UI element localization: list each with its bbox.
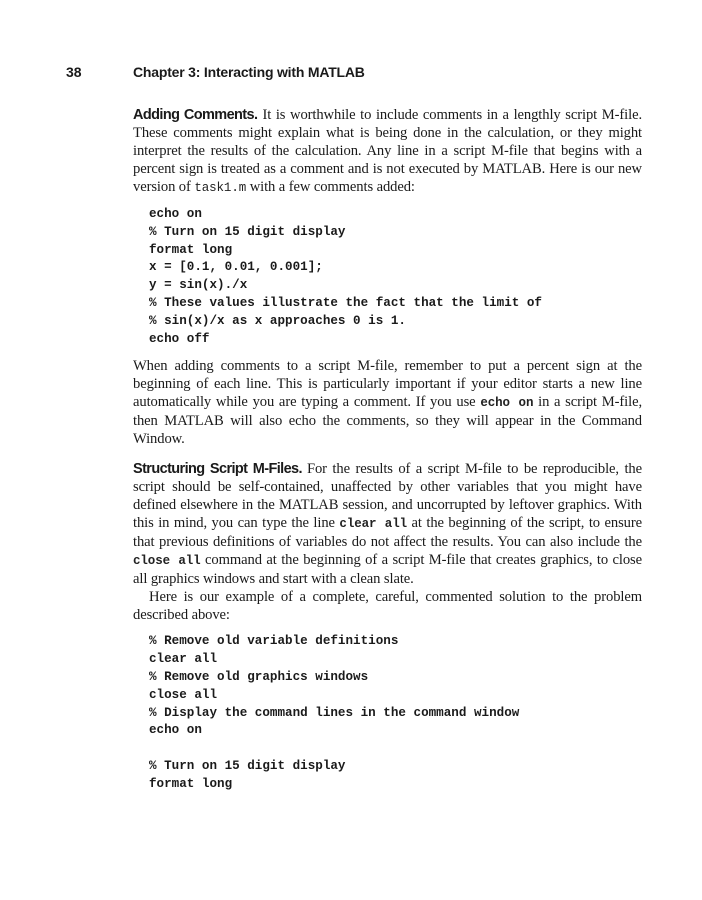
code-block-task1: [149, 206, 642, 348]
paragraph-text: For the results of a script M-file to be reproducible, the script should be self-contained, unaffected by other variables that you might have defined elsewhere in the MATLAB session, and uncorrupted by leftover graphics. With this in mind, you can type the line: [133, 461, 642, 532]
code-line: x = [0.1, 0.01, 0.001];: [149, 260, 323, 275]
inline-code-echo-on: echo on: [480, 396, 534, 411]
inline-code-close-all: close all: [133, 554, 201, 569]
code-line: % Remove old variable definitions: [149, 634, 399, 649]
code-line: echo off: [149, 331, 210, 346]
code-line: % sin(x)/x as x approaches 0 is 1.: [149, 313, 406, 328]
code-line: format long: [149, 776, 233, 791]
page-body: [133, 106, 642, 803]
example-intro-paragraph: Here is our example of a complete, careful, commented solution to the problem described above:: [133, 589, 642, 624]
structuring-paragraph: [133, 460, 642, 588]
paragraph-text: at the beginning of the script, to ensure that previous definitions of variables do not affect the results. You can also include the: [133, 515, 642, 551]
code-blank-line: [149, 740, 642, 758]
paragraph-text: command at the beginning of a script M-file that creates graphics, to close all graphics windows and start with a clean slate.: [133, 552, 642, 588]
code-line: close all: [149, 687, 218, 702]
code-line: % Display the command lines in the command window: [149, 705, 520, 720]
inline-code-clear-all: clear all: [339, 517, 408, 532]
section-heading-adding-comments: Adding Comments.: [133, 107, 258, 123]
code-line: format long: [149, 242, 233, 257]
code-line: % These values illustrate the fact that the limit of: [149, 295, 542, 310]
code-line: % Turn on 15 digit display: [149, 758, 346, 773]
adding-comments-paragraph: [133, 106, 642, 197]
comments-advice-paragraph: [133, 357, 642, 448]
code-line: echo on: [149, 207, 202, 221]
code-line: echo on: [149, 723, 202, 738]
inline-code-task1: task1.m: [194, 181, 247, 195]
paragraph-text: It is worthwhile to include comments in a lengthly script M-file. These comments might explain what is being done in the calculation, or they might interpret the results of the calculation. Any line in a script M-file that begins with a percent sign is treated as a comment and is not executed by MATLAB. Here is our new version of: [133, 107, 642, 195]
running-head: Chapter 3: Interacting with MATLAB: [133, 64, 365, 80]
section-heading-structuring: Structuring Script M-Files.: [133, 461, 302, 478]
code-line: % Remove old graphics windows: [149, 669, 369, 684]
paragraph-text: with a few comments added:: [246, 179, 415, 195]
code-line: y = sin(x)./x: [149, 278, 248, 293]
code-line: % Turn on 15 digit display: [149, 224, 346, 239]
page-number: 38: [66, 64, 82, 80]
code-block-complete-solution: [149, 633, 642, 793]
paragraph-text: When adding comments to a script M-file, remember to put a percent sign at the beginning of each line. This is particularly important if your editor starts a new line automatically while you are typing a comment. If you use: [133, 358, 642, 411]
paragraph-text: in a script M-file, then MATLAB will also echo the comments, so they will appear in the Command Window.: [133, 394, 642, 448]
code-line: clear all: [149, 652, 218, 667]
